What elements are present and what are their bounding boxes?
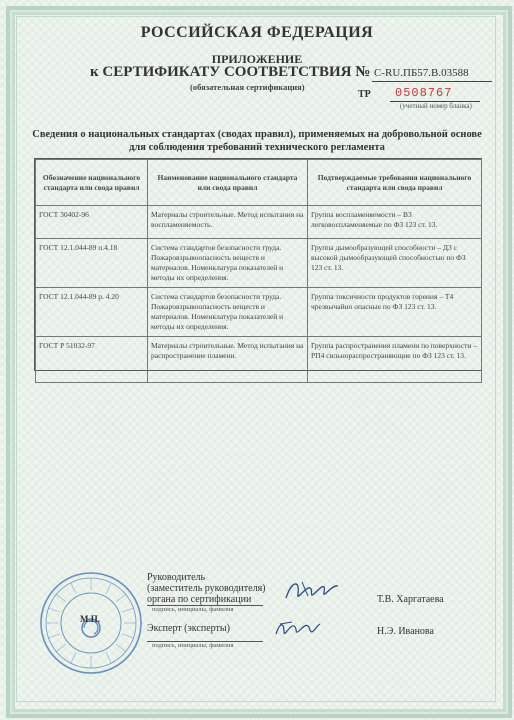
table-header-row <box>36 160 482 206</box>
table-row <box>36 337 482 383</box>
certificate-number-underline <box>372 81 492 82</box>
cell-code: ГОСТ 30402-96 <box>36 206 148 239</box>
header-code: Обозначение национального стандарта или свода правил <box>36 160 148 206</box>
section-heading <box>0 128 514 154</box>
cell-code: ГОСТ Р 51032-97 <box>36 337 148 383</box>
head-role-line2: (заместитель руководителя) <box>147 583 266 594</box>
head-name: Т.В. Харгатаева <box>377 594 444 605</box>
cell-requirements: Группа дымообразующей способности – Д3 с высокой дымообразующей способностью по ФЗ 123 ст. 13. <box>308 239 482 288</box>
head-role <box>147 572 266 605</box>
certificate-number: C-RU.ПБ57.В.03588 <box>374 67 469 79</box>
table-row <box>36 288 482 337</box>
head-autograph-icon <box>282 576 342 606</box>
expert-autograph-icon <box>272 616 322 642</box>
cell-requirements: Группа токсичности продуктов горения – Т4 чрезвычайно опасные по ФЗ 123 ст. 13. <box>308 288 482 337</box>
cell-requirements: Группа воспламеняемости – В3 легковоспламеняемые по ФЗ 123 ст. 13. <box>308 206 482 239</box>
appendix-title: ПРИЛОЖЕНИЕ <box>211 52 303 66</box>
cell-name: Материалы строительные. Метод испытания на воспламеняемость. <box>148 206 308 239</box>
table-row <box>36 206 482 239</box>
country-title: РОССИЙСКАЯ ФЕДЕРАЦИЯ <box>140 24 374 41</box>
mandatory-note: (обязательная сертификация) <box>190 82 305 92</box>
section-heading-line1: Сведения о национальных стандартах (сводах правил), применяемых на добровольной основе <box>32 129 482 140</box>
cell-code: ГОСТ 12.1.044-89 п.4.18 <box>36 239 148 288</box>
header-name: Наименование национального стандарта или свода правил <box>148 160 308 206</box>
serial-caption: (учетный номер бланка) <box>400 102 472 110</box>
cell-name: Система стандартов безопасности труда. Пожаровзрывоопасность веществ и материалов. Номенклатура показателей и методы их определения. <box>148 239 308 288</box>
expert-role: Эксперт (эксперты) <box>147 623 230 634</box>
cell-requirements: Группа распространения пламени по поверхности – РП4 сильнораспространяющие по ФЗ 123 ст. 13. <box>308 337 482 383</box>
section-heading-line2: для соблюдения требований технического регламента <box>129 142 385 153</box>
expert-signature-caption: подпись, инициалы, фамилия <box>152 642 234 649</box>
head-signature-caption: подпись, инициалы, фамилия <box>152 606 234 613</box>
head-role-line3: органа по сертификации <box>147 594 252 605</box>
standards-table <box>34 158 482 371</box>
cell-name: Система стандартов безопасности труда. Пожаровзрывоопасность веществ и материалов. Номенклатура показателей и методы их определения. <box>148 288 308 337</box>
cell-code: ГОСТ 12.1.044-89 р. 4.20 <box>36 288 148 337</box>
stamp-mark: М.П. <box>80 614 100 624</box>
cell-name: Материалы строительные. Метод испытания на распространение пламени. <box>148 337 308 383</box>
head-role-line1: Руководитель <box>147 572 206 583</box>
expert-name: Н.Э. Иванова <box>377 626 434 637</box>
certificate-title: к СЕРТИФИКАТУ СООТВЕТСТВИЯ № <box>90 64 371 80</box>
table-row <box>36 239 482 288</box>
serial-number: 0508767 <box>395 86 453 100</box>
tr-label: ТР <box>358 89 371 100</box>
header-requirements: Подтверждаемые требования национального стандарта или свода правил <box>308 160 482 206</box>
